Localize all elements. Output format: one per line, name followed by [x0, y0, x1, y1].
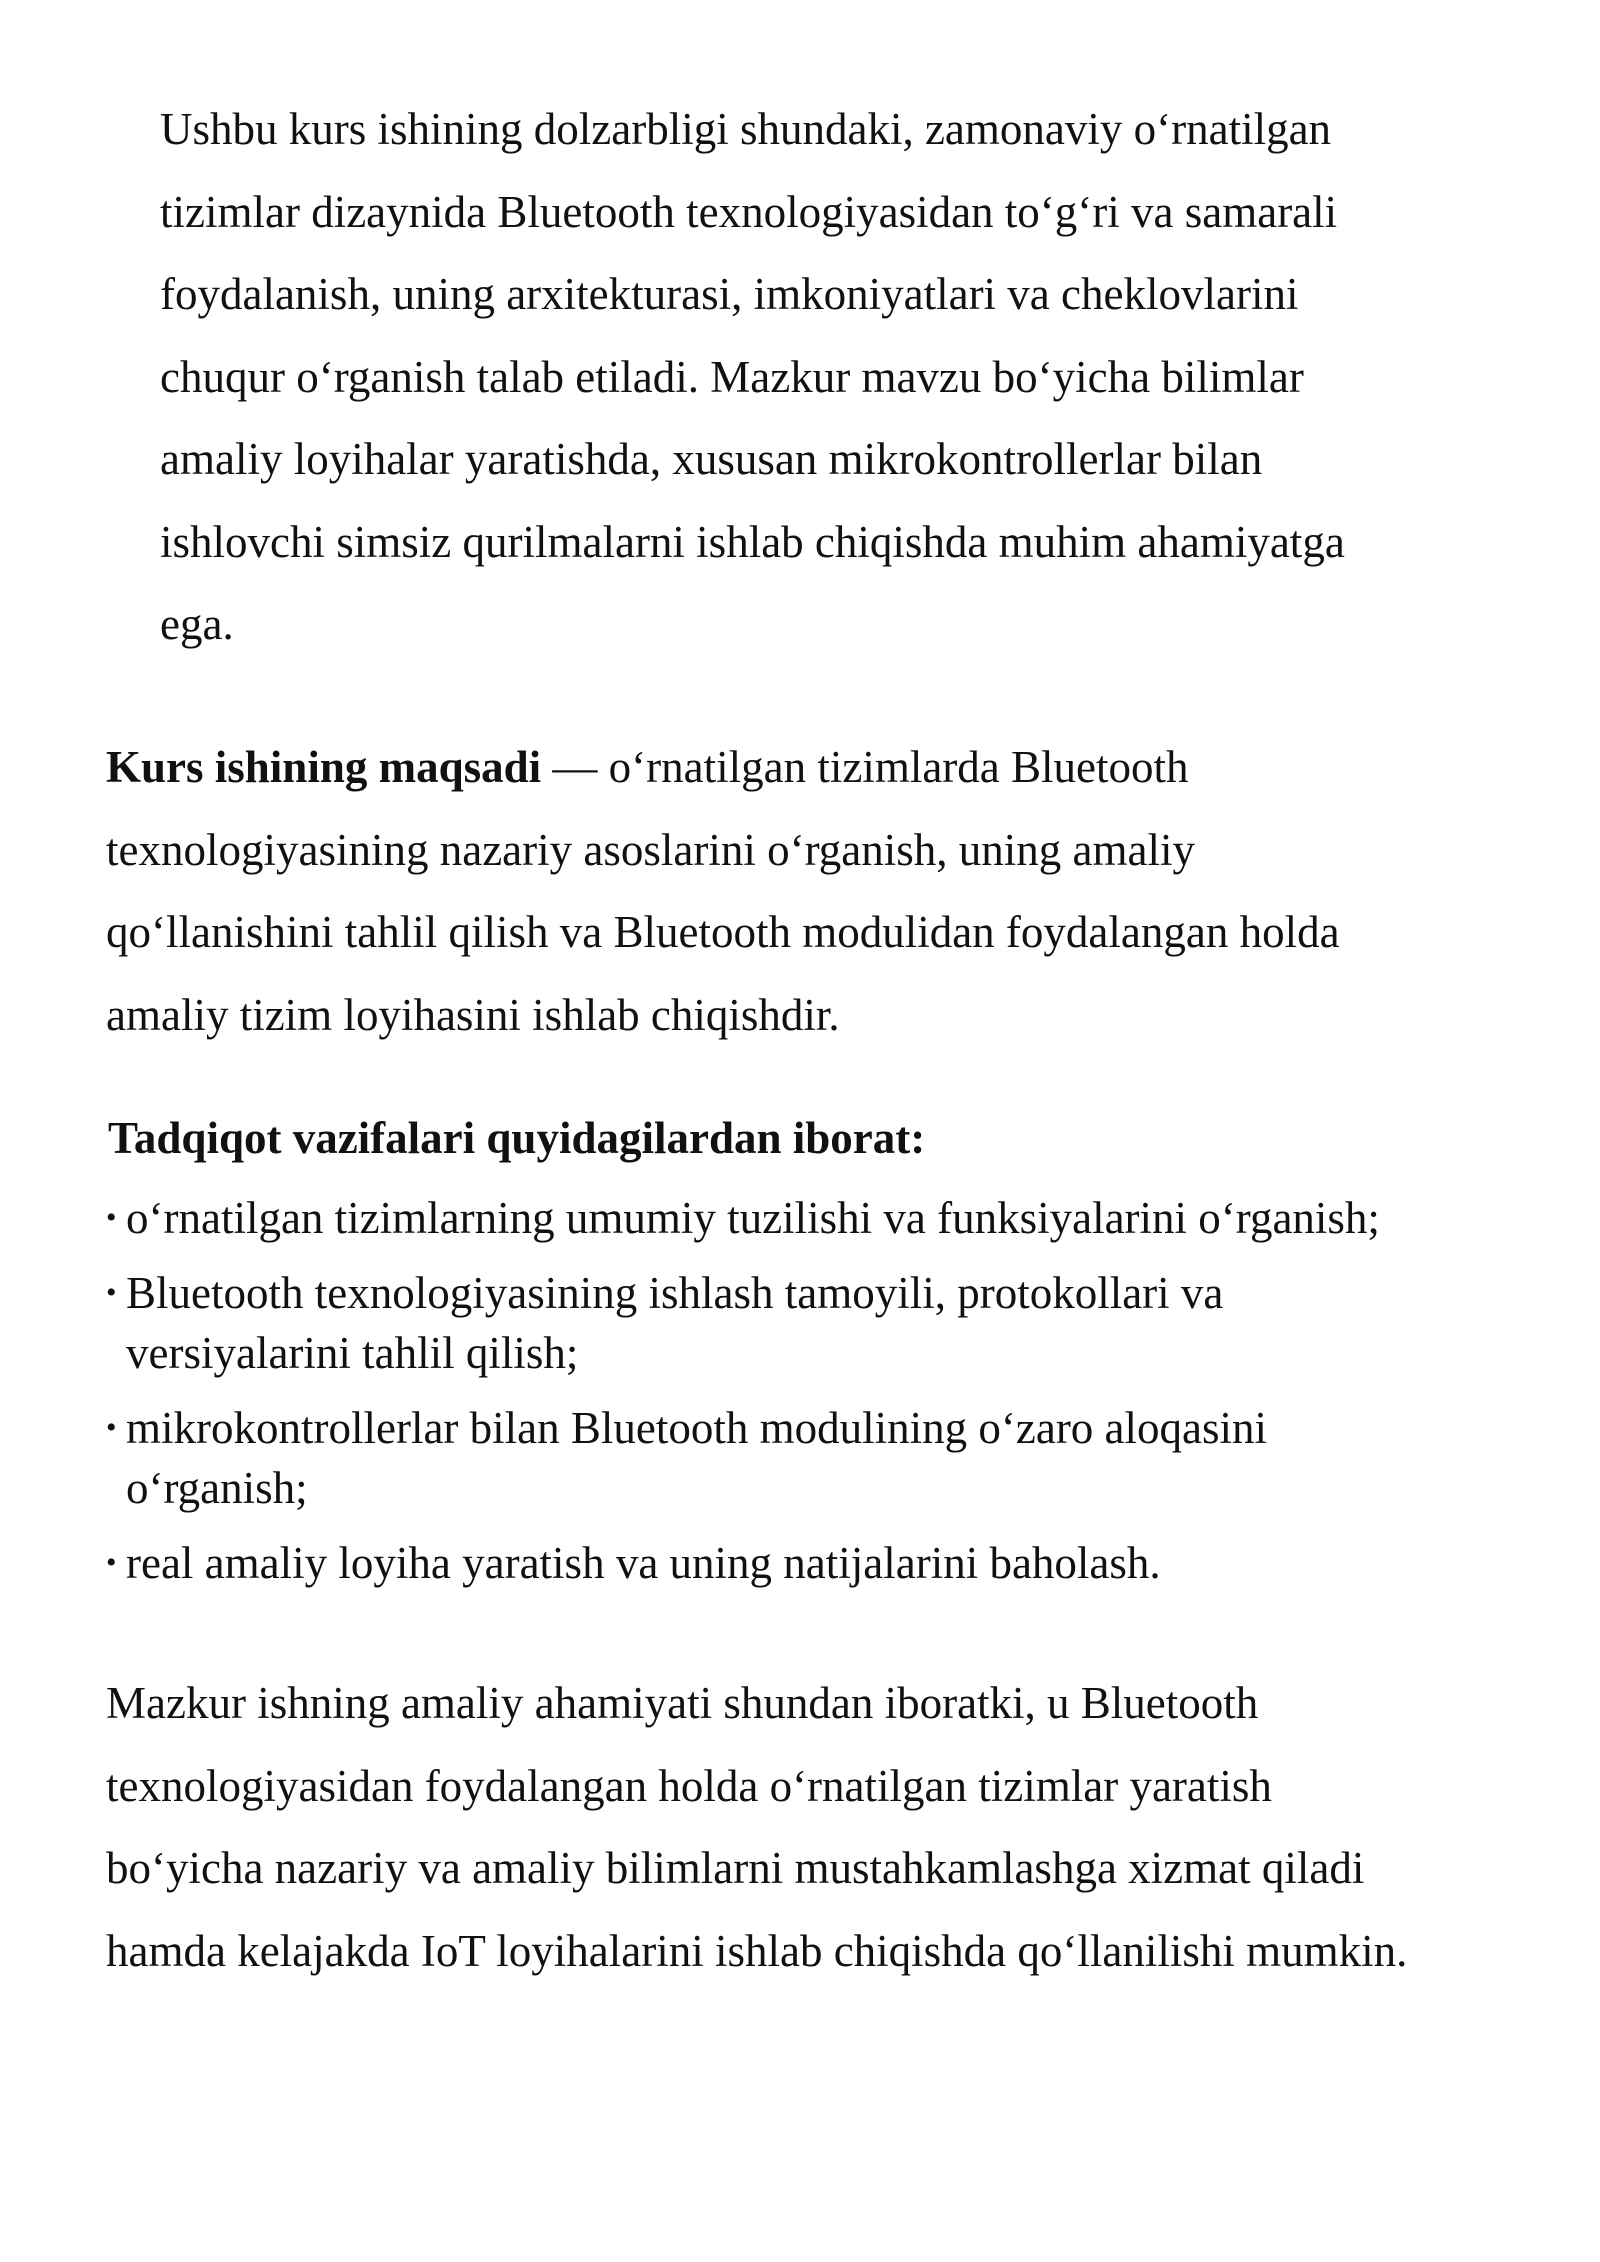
- task-line: o‘rganish;: [126, 1463, 308, 1513]
- bullet-icon: •: [106, 1276, 117, 1309]
- bullet-icon: •: [106, 1546, 117, 1579]
- relevance-line: tizimlar dizaynida Bluetooth texnologiyasidan to‘g‘ri va samarali: [160, 186, 1338, 237]
- task-line: versiyalarini tahlil qilish;: [126, 1328, 579, 1378]
- task-text: [126, 1263, 1526, 1383]
- tasks-heading: Tadqiqot vazifalari quyidagilardan iborat:: [108, 1113, 926, 1163]
- goal-first-line: [106, 726, 1506, 809]
- relevance-line: ega.: [160, 599, 234, 649]
- relevance-paragraph: [160, 88, 1490, 666]
- goal-line: amaliy tizim loyihasini ishlab chiqishdir.: [106, 989, 840, 1040]
- task-item: [106, 1188, 1526, 1248]
- practical-line: hamda kelajakda IoT loyihalarini ishlab chiqishda qo‘llanilishi mumkin.: [106, 1925, 1408, 1976]
- practical-line: Mazkur ishning amaliy ahamiyati shundan iboratki, u Bluetooth: [106, 1678, 1259, 1728]
- tasks-list: [106, 1188, 1526, 1608]
- task-line: real amaliy loyiha yaratish va uning natijalarini baholash.: [126, 1538, 1161, 1588]
- goal-label: Kurs ishining maqsadi: [106, 742, 542, 792]
- task-item: [106, 1533, 1526, 1593]
- practical-paragraph: [106, 1662, 1566, 1992]
- goal-first-line-rest: — o‘rnatilgan tizimlarda Bluetooth: [541, 742, 1189, 792]
- task-line: mikrokontrollerlar bilan Bluetooth modulining o‘zaro aloqasini: [126, 1403, 1268, 1453]
- practical-line: bo‘yicha nazariy va amaliy bilimlarni mustahkamlashga xizmat qiladi: [106, 1843, 1365, 1893]
- relevance-line: ishlovchi simsiz qurilmalarni ishlab chiqishda muhim ahamiyatga: [160, 516, 1345, 567]
- task-text: [126, 1398, 1526, 1518]
- bullet-icon: •: [106, 1411, 117, 1444]
- task-line: Bluetooth texnologiyasining ishlash tamoyili, protokollari va: [126, 1268, 1224, 1318]
- task-line: o‘rnatilgan tizimlarning umumiy tuzilishi va funksiyalarini o‘rganish;: [126, 1193, 1380, 1243]
- task-text: [126, 1188, 1526, 1248]
- task-text: [126, 1533, 1526, 1593]
- task-item: [106, 1398, 1526, 1518]
- task-item: [106, 1263, 1526, 1383]
- relevance-line: amaliy loyihalar yaratishda, xususan mikrokontrollerlar bilan: [160, 434, 1263, 484]
- goal-paragraph: [106, 726, 1506, 1056]
- relevance-line: chuqur o‘rganish talab etiladi. Mazkur mavzu bo‘yicha bilimlar: [160, 351, 1304, 402]
- practical-line: texnologiyasidan foydalangan holda o‘rnatilgan tizimlar yaratish: [106, 1760, 1272, 1811]
- relevance-line: foydalanish, uning arxitekturasi, imkoniyatlari va cheklovlarini: [160, 269, 1299, 319]
- goal-line: texnologiyasining nazariy asoslarini o‘rganish, uning amaliy: [106, 824, 1195, 875]
- goal-line: qo‘llanishini tahlil qilish va Bluetooth modulidan foydalangan holda: [106, 907, 1340, 957]
- relevance-line: Ushbu kurs ishining dolzarbligi shundaki, zamonaviy o‘rnatilgan: [160, 104, 1332, 154]
- bullet-icon: •: [106, 1201, 117, 1234]
